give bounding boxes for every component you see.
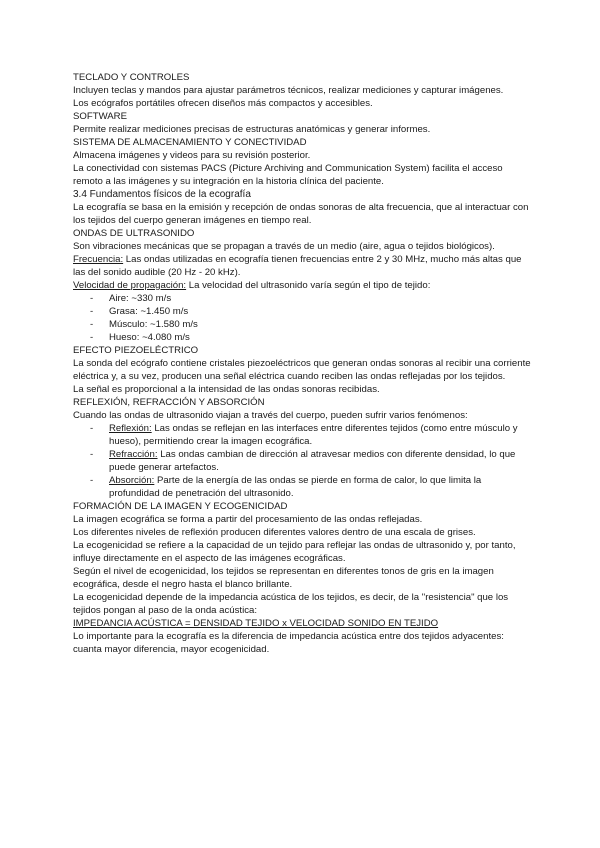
term-label: Absorción: (109, 475, 155, 486)
list-item (73, 422, 534, 448)
paragraph: Lo importante para la ecografía es la diferencia de impedancia acústica entre dos tejidos adyacentes: cuanta mayor diferencia, mayor ecogenicidad. (73, 631, 504, 655)
term-label: Velocidad de propagación: (73, 280, 187, 291)
term-text: Las ondas cambian de dirección al atravesar medios con diferente densidad, lo que puede generar artefactos. (109, 449, 516, 473)
phenomena-list (73, 422, 534, 500)
paragraph: La conectividad con sistemas PACS (Picture Archiving and Communication System) facilita el acceso remoto a las imágenes y su integración en la historia clínica del paciente. (73, 163, 503, 187)
list-item-text: Aire: ~330 m/s (109, 293, 172, 304)
dash-bullet: - (90, 319, 94, 330)
list-item (73, 318, 534, 331)
dash-bullet: - (90, 475, 94, 486)
paragraph: Incluyen teclas y mandos para ajustar parámetros técnicos, realizar mediciones y capturar imágenes. (73, 85, 504, 96)
dash-bullet: - (90, 423, 94, 434)
heading-almacenamiento: SISTEMA DE ALMACENAMIENTO Y CONECTIVIDAD (73, 137, 307, 148)
paragraph: Permite realizar mediciones precisas de estructuras anatómicas y generar informes. (73, 124, 431, 135)
list-item (73, 474, 534, 500)
paragraph-frecuencia (73, 253, 534, 279)
paragraph: Almacena imágenes y videos para su revisión posterior. (73, 150, 311, 161)
term-text: Las ondas utilizadas en ecografía tienen frecuencias entre 2 y 30 MHz, mucho más altas que las del sonido audible (20 Hz - 20 kHz). (73, 254, 522, 278)
list-item (73, 292, 534, 305)
heading-software: SOFTWARE (73, 111, 128, 122)
list-item-text: Músculo: ~1.580 m/s (109, 319, 198, 330)
paragraph: Son vibraciones mecánicas que se propagan a través de un medio (aire, agua o tejidos biológicos). (73, 241, 495, 252)
dash-bullet: - (90, 306, 94, 317)
heading-reflexion: REFLEXIÓN, REFRACCIÓN Y ABSORCIÓN (73, 397, 265, 408)
paragraph: Los ecógrafos portátiles ofrecen diseños más compactos y accesibles. (73, 98, 373, 109)
dash-bullet: - (90, 449, 94, 460)
speed-list (73, 292, 534, 344)
paragraph: La señal es proporcional a la intensidad de las ondas sonoras recibidas. (73, 384, 380, 395)
term-text: Las ondas se reflejan en las interfaces entre diferentes tejidos (como entre músculo y hueso), permitiendo crear la imagen ecográfica. (109, 423, 518, 447)
section-title: 3.4 Fundamentos físicos de la ecografía (73, 189, 251, 200)
list-item (73, 331, 534, 344)
dash-bullet: - (90, 332, 94, 343)
heading-ultrasonido: ONDAS DE ULTRASONIDO (73, 228, 195, 239)
list-item (73, 448, 534, 474)
paragraph: Cuando las ondas de ultrasonido viajan a través del cuerpo, pueden sufrir varios fenómenos: (73, 410, 468, 421)
formula: IMPEDANCIA ACÚSTICA = DENSIDAD TEJIDO x VELOCIDAD SONIDO EN TEJIDO (73, 618, 439, 629)
paragraph-velocidad (73, 279, 534, 292)
paragraph: Los diferentes niveles de reflexión producen diferentes valores dentro de una escala de grises. (73, 527, 476, 538)
term-label: Frecuencia: (73, 254, 124, 265)
list-item (73, 305, 534, 318)
heading-formacion: FORMACIÓN DE LA IMAGEN Y ECOGENICIDAD (73, 501, 288, 512)
list-item-text: Hueso: ~4.080 m/s (109, 332, 190, 343)
list-item-text: Grasa: ~1.450 m/s (109, 306, 189, 317)
paragraph: Según el nivel de ecogenicidad, los tejidos se representan en diferentes tonos de gris en la imagen ecográfica, desde el negro hasta el blanco brillante. (73, 566, 494, 590)
heading-piezo: EFECTO PIEZOELÉCTRICO (73, 345, 199, 356)
paragraph: La ecogenicidad se refiere a la capacidad de un tejido para reflejar las ondas de ultrasonido y, por tanto, influye directamente en el aspecto de las imágenes ecográficas. (73, 540, 516, 564)
paragraph: La ecogenicidad depende de la impedancia acústica de los tejidos, es decir, de la "resistencia" que los tejidos pongan al paso de la onda acústica: (73, 592, 509, 616)
dash-bullet: - (90, 293, 94, 304)
paragraph: La ecografía se basa en la emisión y recepción de ondas sonoras de alta frecuencia, que al interactuar con los tejidos del cuerpo generan imágenes en tiempo real. (73, 202, 529, 226)
paragraph: La imagen ecográfica se forma a partir del procesamiento de las ondas reflejadas. (73, 514, 423, 525)
term-text: Parte de la energía de las ondas se pierde en forma de calor, lo que limita la profundidad de penetración del ultrasonido. (109, 475, 482, 499)
term-label: Reflexión: (109, 423, 152, 434)
paragraph: La sonda del ecógrafo contiene cristales piezoeléctricos que generan ondas sonoras al recibir una corriente eléctrica y, a su vez, producen una señal eléctrica cuando reciben las ondas reflejadas por los tejidos. (73, 358, 531, 382)
term-label: Refracción: (109, 449, 158, 460)
term-text: La velocidad del ultrasonido varía según el tipo de tejido: (186, 280, 431, 291)
heading-teclado: TECLADO Y CONTROLES (73, 72, 190, 83)
